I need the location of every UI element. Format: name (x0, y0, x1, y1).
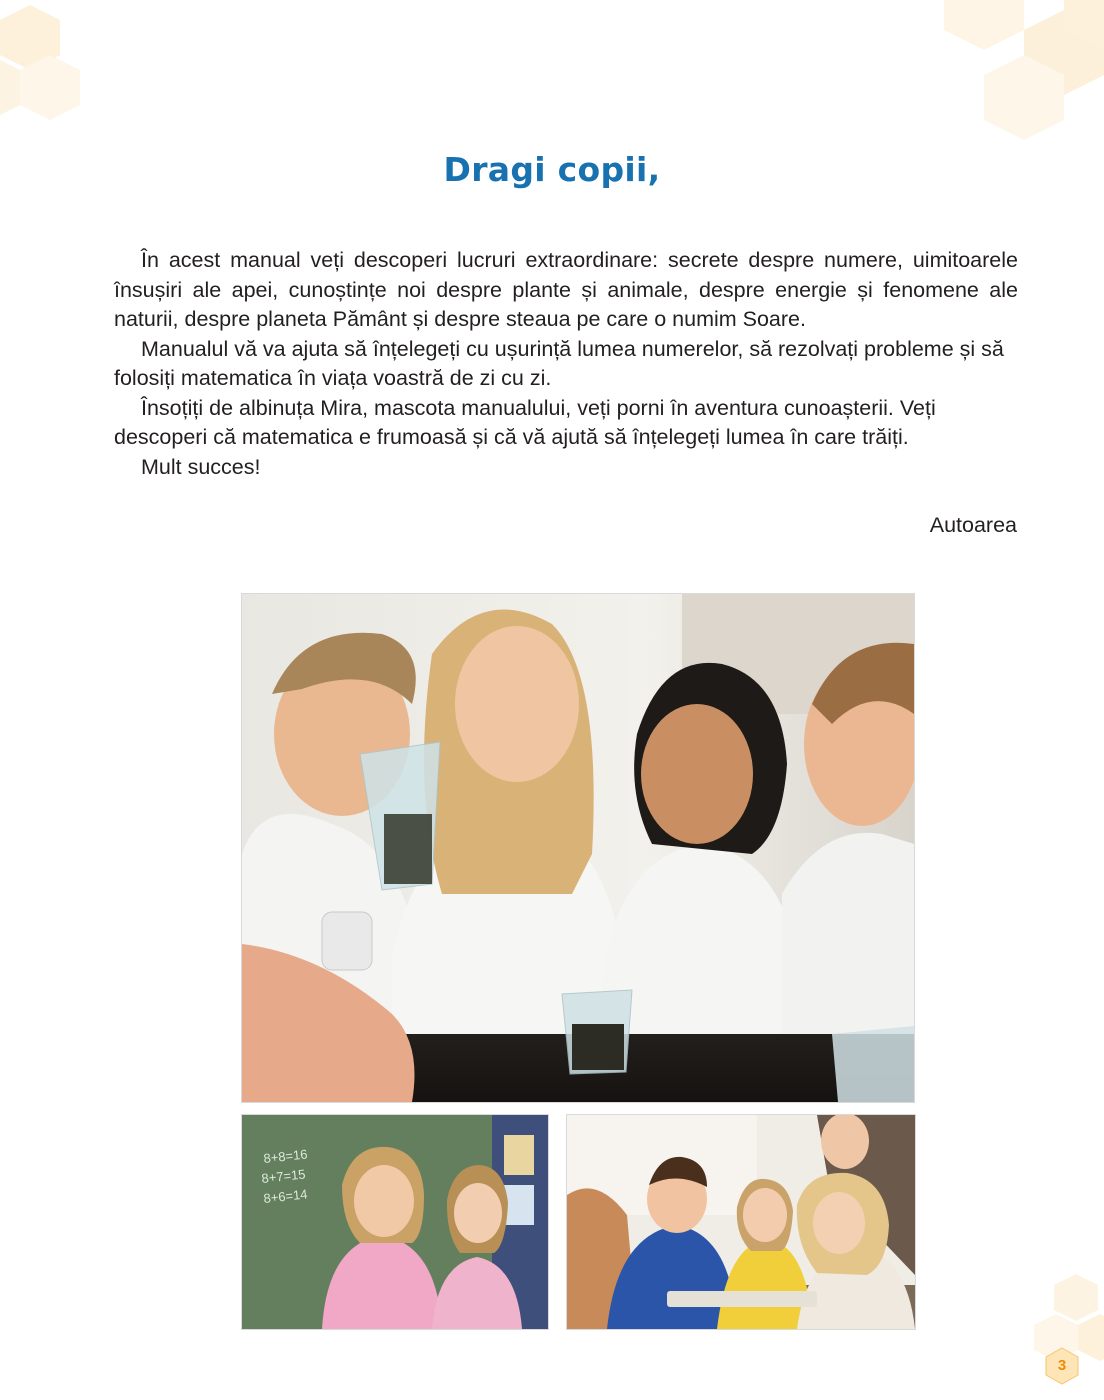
page-number: 3 (1057, 1357, 1067, 1374)
photo-students-table (566, 1114, 916, 1330)
honeycomb-decoration-top-left (0, 0, 140, 130)
paragraph: Manualul vă va ajuta să înțelegeți cu ușurință lumea numerelor, să rezolvați probleme și să folosiți matematica în viața voastră de zi cu zi. (114, 336, 1004, 390)
paragraph: În acest manual veți descoperi lucruri extraordinare: secrete despre numere, uimitoarele însușiri ale apei, cunoștințe noi despre plante și animale, despre energie și fenomene ale naturii, despre planeta Pământ și despre steaua pe care o numim Soare. (114, 248, 1018, 331)
chalk-equation: 8+8=16 (262, 1146, 309, 1166)
paragraph: Însoțiți de albinuța Mira, mascota manualului, veți porni în aventura cunoașterii. Veți descoperi că matematica e frumoasă și că vă ajută să înțelegeți lumea în care trăiți. (114, 395, 936, 449)
chalk-equation: 8+7=15 (260, 1166, 307, 1186)
signature: Autoarea (929, 513, 1017, 537)
paragraph: Mult succes! (141, 454, 261, 479)
page-title: Dragi copii, (443, 150, 661, 190)
chalk-equation: 8+6=14 (262, 1186, 309, 1206)
honeycomb-decoration-top-right (864, 0, 1104, 160)
photo-girls-chalkboard (241, 1114, 549, 1330)
photo-children-seedlings (241, 593, 915, 1103)
page-number-badge (1042, 1346, 1082, 1386)
intro-text (114, 246, 1018, 482)
